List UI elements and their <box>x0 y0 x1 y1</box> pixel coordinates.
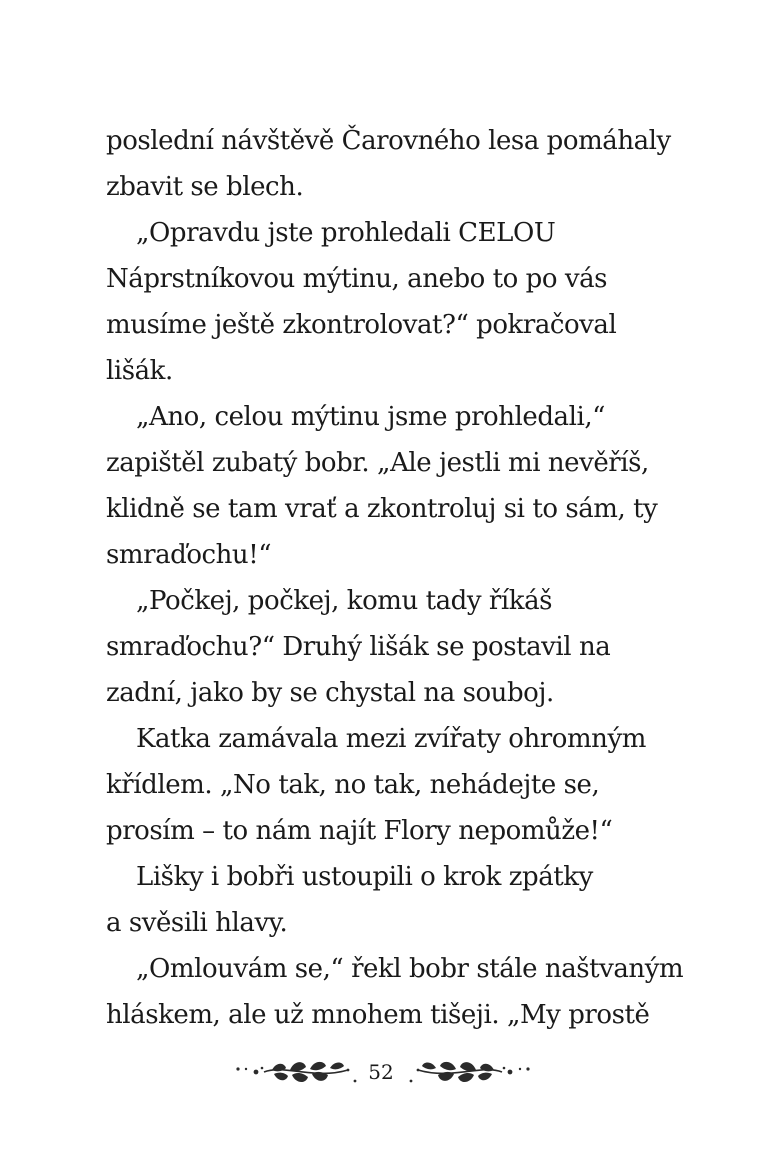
text-line: Náprstníkovou mýtinu, anebo to po vás <box>106 264 608 294</box>
text-line: lišák. <box>106 356 173 386</box>
text-line: Katka zamávala mezi zvířaty ohromným <box>136 724 646 754</box>
text-line: hláskem, ale už mnohem tišeji. „My prostě <box>106 1000 650 1030</box>
text-line: zadní, jako by se chystal na souboj. <box>106 678 554 708</box>
text-line: zapištěl zubatý bobr. „Ale jestli mi nevěříš, <box>106 448 649 478</box>
text-line: poslední návštěvě Čarovného lesa pomáhaly <box>106 126 671 156</box>
leaf-vine-ornament-left-icon <box>234 1050 362 1094</box>
text-line: smraďochu!“ <box>106 540 272 570</box>
text-line: křídlem. „No tak, no tak, nehádejte se, <box>106 770 600 800</box>
text-line: prosím – to nám najít Flory nepomůže!“ <box>106 816 613 846</box>
leaf-vine-ornament-right-icon <box>404 1050 532 1094</box>
page-number: 52 <box>368 1060 394 1084</box>
text-line: klidně se tam vrať a zkontroluj si to sám, ty <box>106 494 658 524</box>
text-line: smraďochu?“ Druhý lišák se postavil na <box>106 632 611 662</box>
text-line: „Opravdu jste prohledali CELOU <box>136 218 556 248</box>
text-line: musíme ještě zkontrolovat?“ pokračoval <box>106 310 617 340</box>
text-line: „Počkej, počkej, komu tady říkáš <box>136 586 553 616</box>
text-line: a svěsili hlavy. <box>106 908 288 938</box>
text-line: „Ano, celou mýtinu jsme prohledali,“ <box>136 402 605 432</box>
text-line: Lišky i bobři ustoupili o krok zpátky <box>136 862 593 892</box>
text-line: zbavit se blech. <box>106 172 304 202</box>
text-line: „Omlouvám se,“ řekl bobr stále naštvaným <box>136 954 684 984</box>
page-footer <box>0 1050 762 1094</box>
body-text <box>106 118 684 1038</box>
